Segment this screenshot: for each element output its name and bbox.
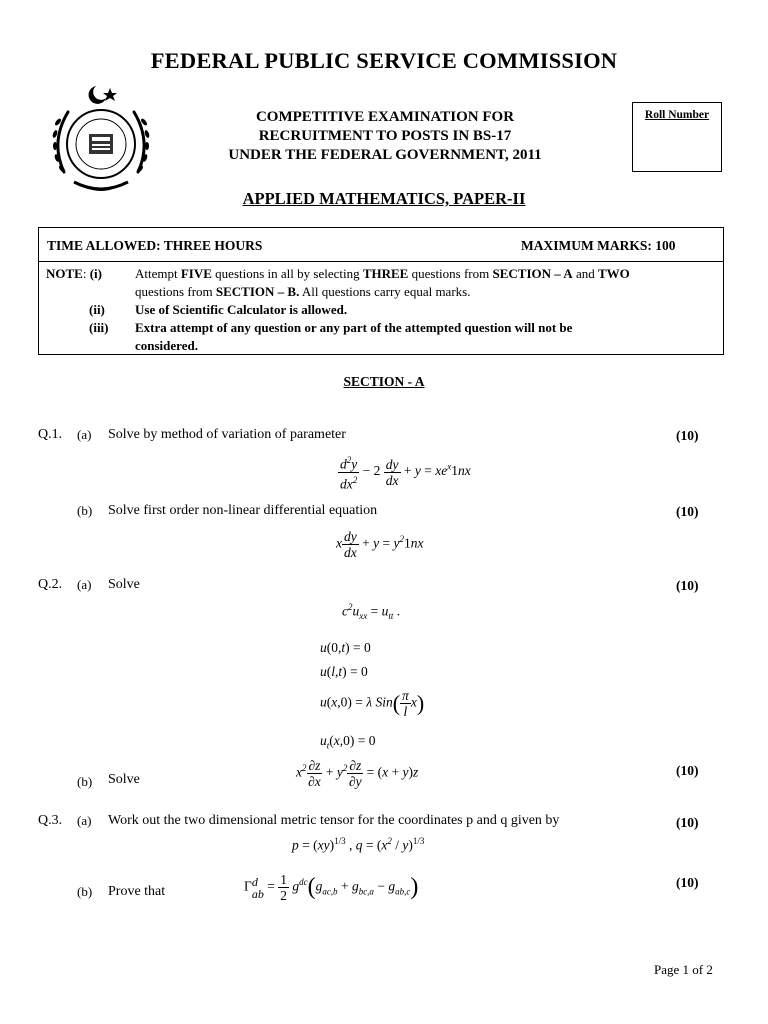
q1b-text: Solve first order non-linear differential equation [108, 503, 378, 518]
q3b-label: (b) [77, 884, 93, 899]
note-3-label: (iii) [89, 320, 109, 335]
instructions-header [39, 228, 723, 262]
note-1-line-1: Attempt FIVE questions in all by selecting THREE questions from SECTION – A and TWO [135, 266, 630, 281]
q3a-label: (a) [77, 813, 92, 828]
q2a-initial-2: $u_t(x,0) = 0$ [320, 733, 376, 751]
time-allowed: TIME ALLOWED: THREE HOURS [47, 238, 263, 253]
q3b-equation: Γd ab = $\frac{1}{2}$ $g^{dc}(g_{ac,b} + g_{bc,a} - g_{ab,c})$ [244, 872, 419, 903]
q1-number: Q.1. [38, 427, 63, 442]
q3b-marks: (10) [676, 875, 699, 890]
note-3-line-2: considered. [135, 338, 198, 353]
q3-number: Q.3. [38, 813, 63, 828]
q1b-equation: x $\frac{dy}{dx}$ + $y = y^21nx$ [336, 529, 424, 560]
roll-number-box[interactable] [632, 102, 722, 172]
note-2: Use of Scientific Calculator is allowed. [135, 302, 348, 317]
note-label: NOTE: (i) [46, 266, 102, 281]
exam-line-1: COMPETITIVE EXAMINATION FOR [255, 109, 515, 125]
page-number: Page 1 of 2 [654, 962, 713, 977]
q1a-marks: (10) [676, 428, 699, 443]
q1b-label: (b) [77, 503, 93, 518]
q3a-equation: p = (xy)$^{1/3}$ , $q = (x^2 / y)^{1/3}$ [292, 836, 425, 853]
q1b-marks: (10) [676, 504, 699, 519]
paper-title: APPLIED MATHEMATICS, PAPER-II [242, 189, 526, 208]
exam-line-3: UNDER THE FEDERAL GOVERNMENT, 2011 [228, 147, 542, 163]
note-3-line-1: Extra attempt of any question or any part of the attempted question will not be [135, 320, 573, 335]
exam-line-2: RECRUITMENT TO POSTS IN BS-17 [258, 128, 512, 144]
instructions-box [38, 227, 724, 355]
fpsc-seal-icon [44, 82, 158, 196]
q2b-equation: $x^2$ $\frac{\partial z}{\partial x}$ + $y^2$ $\frac{\partial z}{\partial y}$ = (x + y)z [296, 758, 419, 789]
q2b-label: (b) [77, 774, 93, 789]
q1a-text: Solve by method of variation of parameter [108, 427, 346, 442]
q3b-text: Prove that [108, 884, 166, 899]
q1a-equation: $\frac{d^2y}{dx^2}$ − 2 $\frac{dy}{dx}$ + $y = xe^x1nx$ [340, 455, 471, 491]
q2a-boundary-1: u(0,t) = 0 [320, 640, 371, 655]
q3a-marks: (10) [676, 815, 699, 830]
note-2-label: (ii) [89, 302, 105, 317]
section-a-heading: SECTION - A [343, 374, 425, 389]
q1a-label: (a) [77, 427, 92, 442]
q2a-text: Solve [108, 577, 140, 592]
q2b-marks: (10) [676, 763, 699, 778]
maximum-marks: MAXIMUM MARKS: 100 [521, 238, 676, 253]
q2b-text: Solve [108, 772, 140, 787]
q2a-initial-1: u(x,0) = λ Sin( $\frac{\pi}{l}$ x) [320, 688, 425, 719]
note-1-line-2: questions from SECTION – B. All questions carry equal marks. [135, 284, 471, 299]
roll-number-label: Roll Number [644, 109, 710, 121]
q3a-text: Work out the two dimensional metric tensor for the coordinates p and q given by [108, 813, 560, 828]
commission-title: FEDERAL PUBLIC SERVICE COMMISSION [150, 48, 618, 73]
q2a-equation: $c^2u_{xx} = u_{tt}$ . [342, 602, 401, 622]
q2a-label: (a) [77, 577, 92, 592]
q2a-boundary-2: u(l,t) = 0 [320, 664, 368, 679]
q2a-marks: (10) [676, 578, 699, 593]
q2-number: Q.2. [38, 577, 63, 592]
